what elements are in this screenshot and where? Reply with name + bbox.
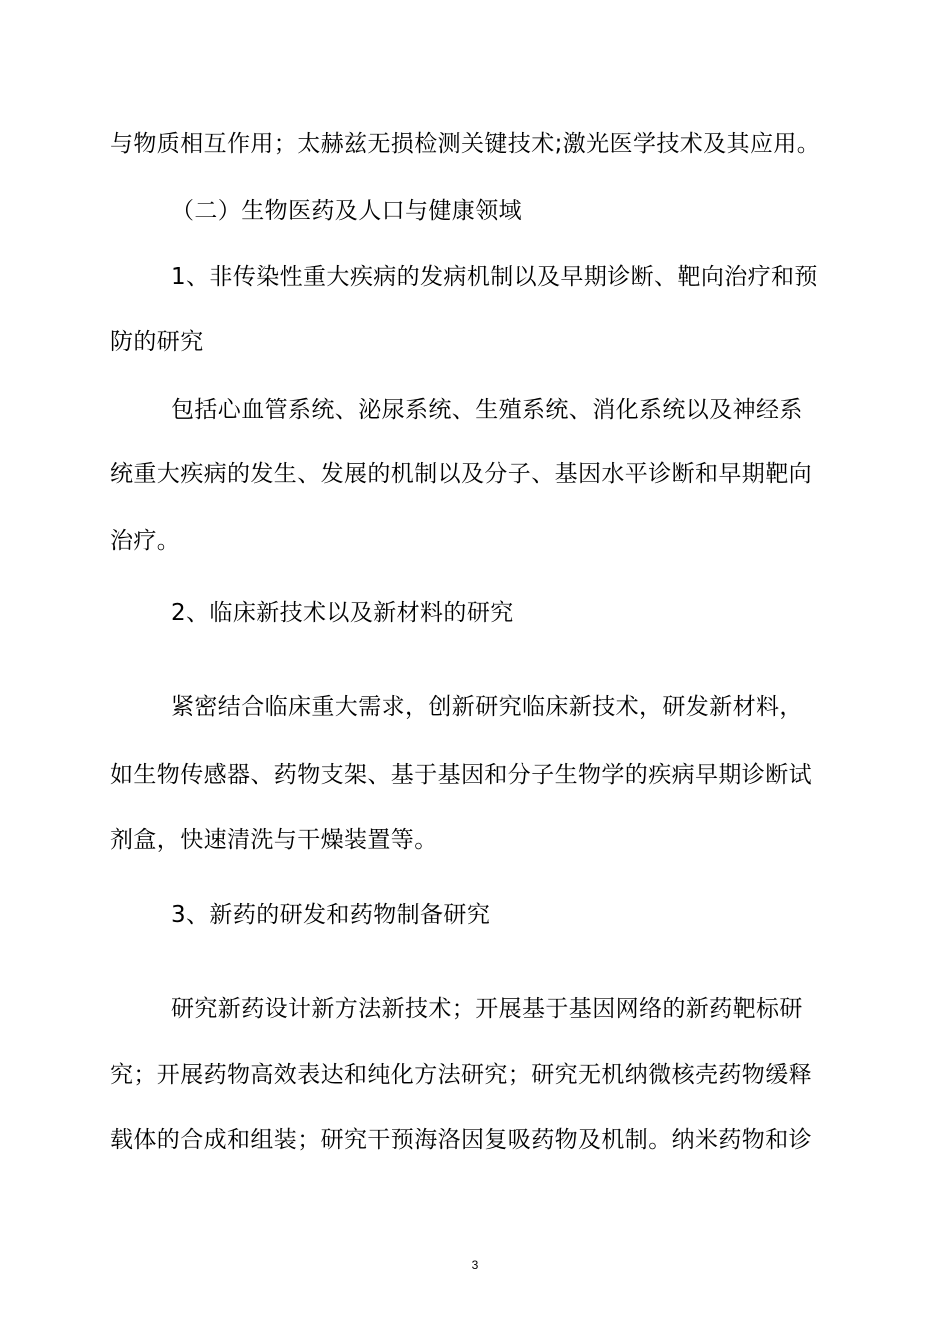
paragraph-line: 究；开展药物高效表达和纯化方法研究；研究无机纳微核壳药物缓释 — [110, 1062, 812, 1088]
subsection-heading-continued: 防的研究 — [110, 329, 204, 355]
subsection-heading: 3、新药的研发和药物制备研究 — [171, 902, 491, 928]
paragraph-line: 包括心血管系统、泌尿系统、生殖系统、消化系统以及神经系 — [171, 397, 803, 423]
page-number: 3 — [471, 1258, 479, 1272]
paragraph-line: 与物质相互作用；太赫兹无损检测关键技术;激光医学技术及其应用。 — [110, 131, 821, 157]
subsection-heading: 1、非传染性重大疾病的发病机制以及早期诊断、靶向治疗和预 — [171, 264, 818, 290]
paragraph-line: 治疗。 — [110, 528, 181, 554]
paragraph-line: 剂盒，快速清洗与干燥装置等。 — [110, 827, 438, 853]
paragraph-line: 载体的合成和组装；研究干预海洛因复吸药物及机制。纳米药物和诊 — [110, 1127, 812, 1153]
paragraph-line: 如生物传感器、药物支架、基于基因和分子生物学的疾病早期诊断试 — [110, 762, 812, 788]
paragraph-line: 统重大疾病的发生、发展的机制以及分子、基因水平诊断和早期靶向 — [110, 461, 812, 487]
subsection-heading: 2、临床新技术以及新材料的研究 — [171, 600, 514, 626]
section-heading: （二）生物医药及人口与健康领域 — [171, 198, 522, 224]
paragraph-line: 紧密结合临床重大需求，创新研究临床新技术，研发新材料， — [171, 694, 803, 720]
paragraph-line: 研究新药设计新方法新技术；开展基于基因网络的新药靶标研 — [171, 996, 803, 1022]
